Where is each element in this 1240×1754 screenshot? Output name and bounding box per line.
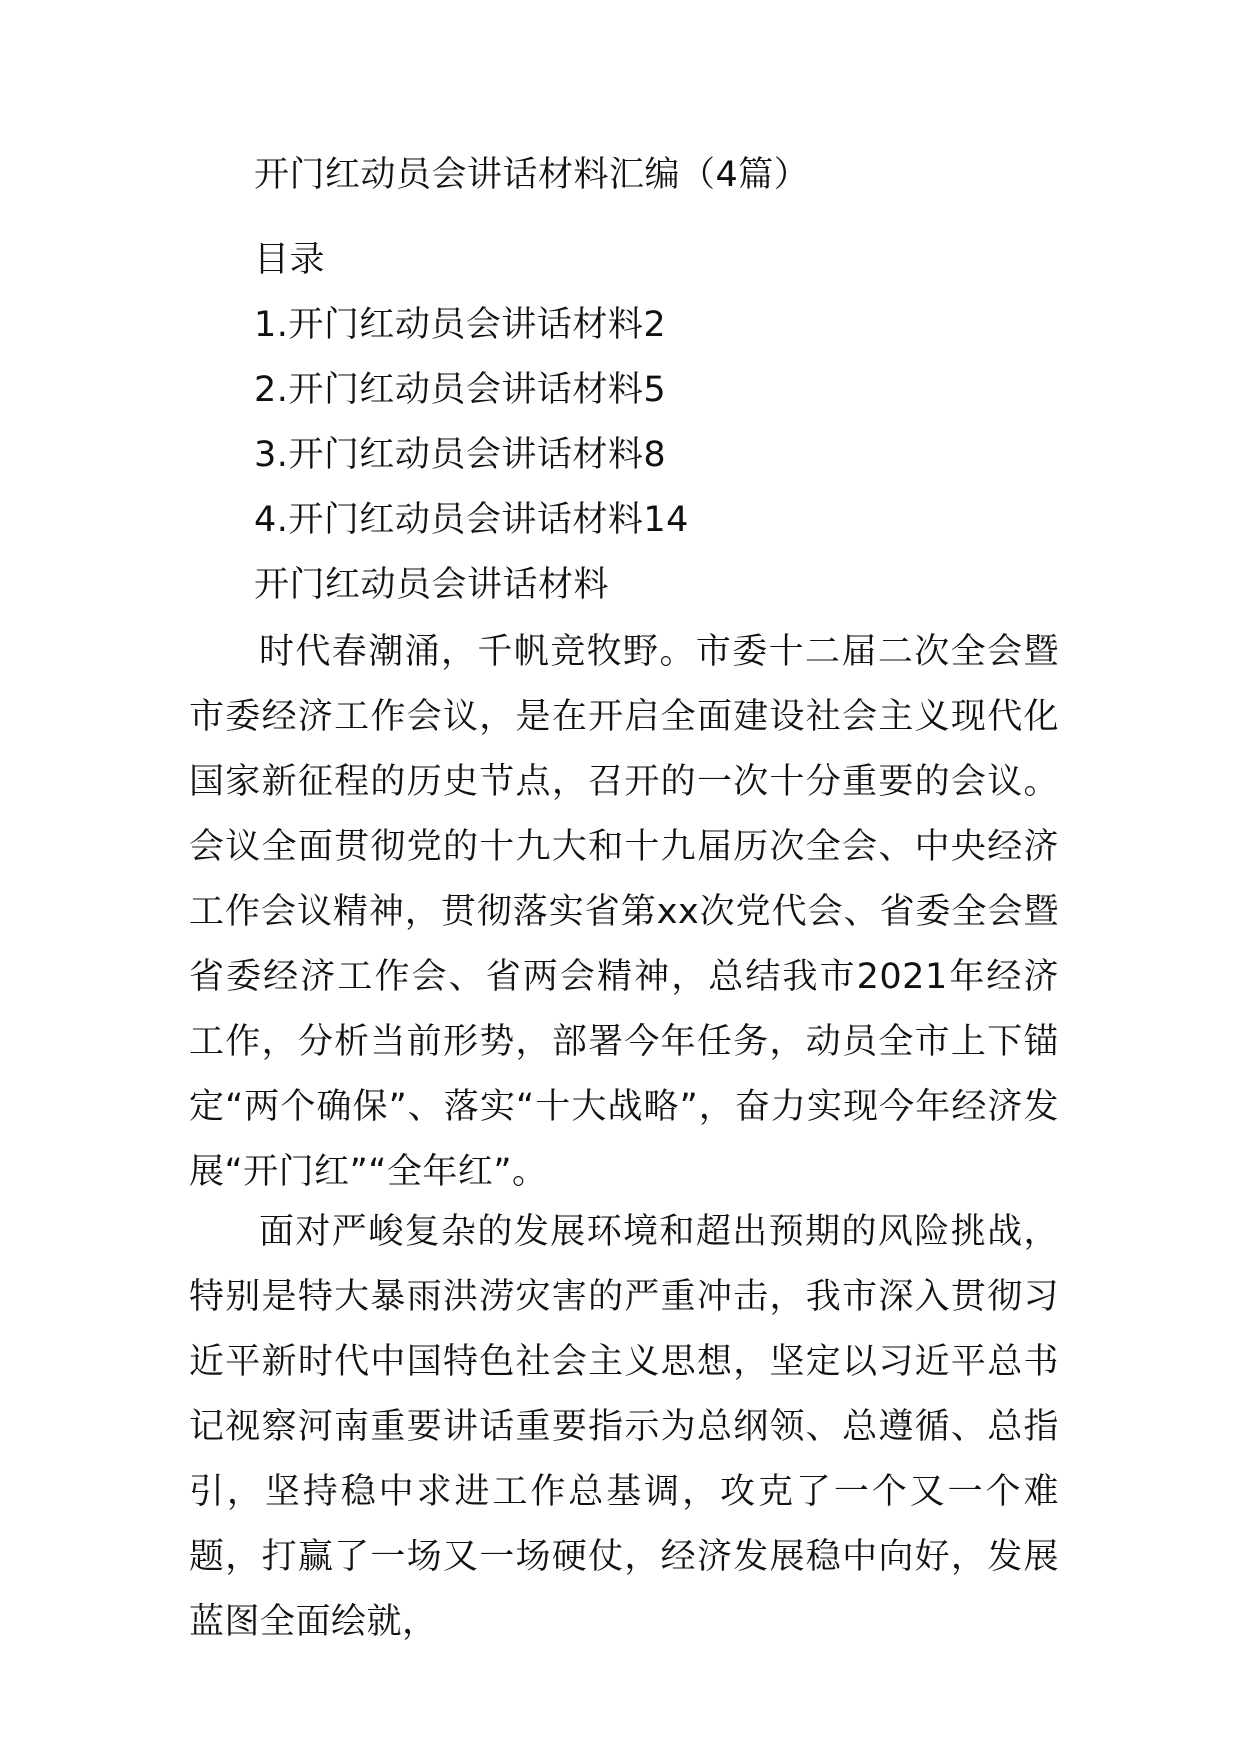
toc-item-2[interactable]: 2.开门红动员会讲话材料5	[254, 370, 667, 410]
toc-item-3[interactable]: 3.开门红动员会讲话材料8	[254, 435, 667, 475]
section-heading: 开门红动员会讲话材料	[254, 565, 610, 605]
body-paragraph-1: 时代春潮涌，千帆竞牧野。市委十二届二次全会暨市委经济工作会议，是在开启全面建设社会主义现代化国家新征程的历史节点，召开的一次十分重要的会议。会议全面贯彻党的十九大和十九届历次全会、中央经济工作会议精神，贯彻落实省第xx次党代会、省委全会暨省委经济工作会、省两会精神，总结我市2021年经济工作，分析当前形势，部署今年任务，动员全市上下锚定“两个确保”、落实“十大战略”，奋力实现今年经济发展“开门红”“全年红”。	[189, 632, 1059, 1192]
body-paragraph-2: 面对严峻复杂的发展环境和超出预期的风险挑战，特别是特大暴雨洪涝灾害的严重冲击，我市深入贯彻习近平新时代中国特色社会主义思想，坚定以习近平总书记视察河南重要讲话重要指示为总纲领、总遵循、总指引，坚持稳中求进工作总基调，攻克了一个又一个难题，打赢了一场又一场硬仗，经济发展稳中向好，发展蓝图全面绘就，	[189, 1212, 1059, 1642]
toc-item-4[interactable]: 4.开门红动员会讲话材料14	[254, 500, 689, 540]
document-title: 开门红动员会讲话材料汇编（4篇）	[254, 155, 810, 195]
toc-item-1[interactable]: 1.开门红动员会讲话材料2	[254, 305, 667, 345]
toc-heading: 目录	[254, 240, 326, 280]
